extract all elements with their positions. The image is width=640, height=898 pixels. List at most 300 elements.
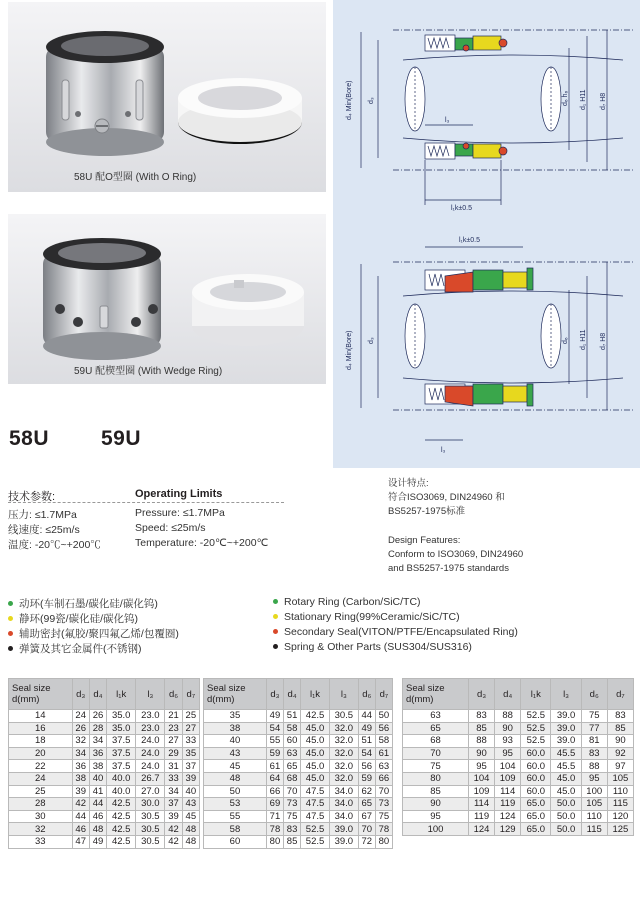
table-column-header: d₄ xyxy=(284,679,301,710)
table-column-header: l₁k xyxy=(301,679,330,710)
table-cell: 41 xyxy=(89,785,106,798)
table-header-row xyxy=(9,679,200,710)
table-cell: 44 xyxy=(89,798,106,811)
table-cell: 45.5 xyxy=(551,760,581,773)
table-cell: 115 xyxy=(581,823,607,836)
table-cell: 60 xyxy=(204,835,267,848)
table-cell: 73 xyxy=(375,798,392,811)
design-features-en xyxy=(388,534,523,576)
table-row xyxy=(9,810,200,823)
table-cell: 39 xyxy=(182,772,199,785)
table-cell: 65.0 xyxy=(521,823,551,836)
table-column-header: l₃ xyxy=(329,679,358,710)
table-cell: 43 xyxy=(204,747,267,760)
table-row xyxy=(204,735,393,748)
legend-cn-rotary: 动环(车制石墨/碳化硅/碳化钨) xyxy=(8,596,158,611)
header-seal-size: Seal size d(mm) xyxy=(403,679,469,710)
dim-d3-top: d₃ xyxy=(368,97,375,104)
table-cell: 68 xyxy=(284,772,301,785)
table-cell: 36 xyxy=(89,747,106,760)
table-cell: 37 xyxy=(182,760,199,773)
design-features-cn xyxy=(388,477,505,519)
table-cell: 88 xyxy=(468,735,494,748)
table-cell: 48 xyxy=(204,772,267,785)
table-cell: 42 xyxy=(72,798,89,811)
table-row xyxy=(403,722,634,735)
table-cell: 27 xyxy=(182,722,199,735)
table-cell: 42.5 xyxy=(107,798,136,811)
limits-divider xyxy=(8,502,284,503)
table-cell: 38 xyxy=(89,760,106,773)
table-cell: 109 xyxy=(495,772,521,785)
limits-cn-title: 技术参数: xyxy=(8,491,56,503)
table-cell: 50 xyxy=(204,785,267,798)
table-cell: 30.0 xyxy=(136,798,165,811)
table-cell: 55 xyxy=(204,810,267,823)
table-cell: 45.5 xyxy=(551,747,581,760)
table-cell: 30.5 xyxy=(136,835,165,848)
table-cell: 124 xyxy=(468,823,494,836)
table-cell: 60.0 xyxy=(521,760,551,773)
limit-temperature-en: Temperature: -20℃~+200℃ xyxy=(135,537,269,549)
table-cell: 78 xyxy=(266,823,283,836)
legend-cn-secondary: 辅助密封(氟胶/聚四氟乙烯/包覆圈) xyxy=(8,626,179,641)
table-cell: 51 xyxy=(284,710,301,723)
table-cell: 56 xyxy=(375,722,392,735)
table-cell: 24.0 xyxy=(136,735,165,748)
seal-58u-illustration xyxy=(8,2,326,192)
table-cell: 92 xyxy=(607,747,633,760)
table-cell: 56 xyxy=(358,760,375,773)
table-cell: 65 xyxy=(284,760,301,773)
table-cell: 60 xyxy=(284,735,301,748)
table-cell: 30.5 xyxy=(136,810,165,823)
table-cell: 90 xyxy=(468,747,494,760)
table-row xyxy=(9,710,200,723)
table-cell: 95 xyxy=(403,810,469,823)
table-row xyxy=(9,747,200,760)
table-cell: 110 xyxy=(581,810,607,823)
table-cell: 45 xyxy=(182,810,199,823)
table-cell: 26.7 xyxy=(136,772,165,785)
table-cell: 119 xyxy=(495,798,521,811)
table-row xyxy=(403,760,634,773)
table-cell: 63 xyxy=(284,747,301,760)
table-row xyxy=(204,823,393,836)
dim-d7-top: d₇ H8 xyxy=(600,92,607,110)
table-cell: 23 xyxy=(165,722,182,735)
table-cell: 37.5 xyxy=(107,735,136,748)
table-cell: 33 xyxy=(165,772,182,785)
table-column-header: d₄ xyxy=(495,679,521,710)
table-row xyxy=(403,823,634,836)
table-cell: 45.0 xyxy=(301,747,330,760)
table-cell: 34.0 xyxy=(329,785,358,798)
table-cell: 124 xyxy=(495,810,521,823)
header-seal-size: Seal size d(mm) xyxy=(9,679,73,710)
design-cn-line: BS5257-1975标准 xyxy=(388,506,466,517)
table-cell: 29 xyxy=(165,747,182,760)
table-cell: 50.0 xyxy=(551,823,581,836)
legend-en-stationary: Stationary Ring(99%Ceramic/SiC/TC) xyxy=(273,611,460,623)
table-cell: 58 xyxy=(375,735,392,748)
table-row xyxy=(204,785,393,798)
table-cell: 64 xyxy=(266,772,283,785)
table-cell: 88 xyxy=(495,710,521,723)
yellow-dot-icon xyxy=(273,614,278,619)
table-cell: 95 xyxy=(468,760,494,773)
limit-temperature-cn: 温度: -20℃~+200℃ xyxy=(8,539,101,551)
table-cell: 129 xyxy=(495,823,521,836)
seal-size-table-part1 xyxy=(8,678,200,849)
table-cell: 24.0 xyxy=(136,747,165,760)
limit-speed-en: Speed: ≤25m/s xyxy=(135,522,206,534)
table-cell: 100 xyxy=(403,823,469,836)
table-row xyxy=(204,760,393,773)
design-en-line: Design Features: xyxy=(388,535,461,546)
table-cell: 30.5 xyxy=(136,823,165,836)
table-row xyxy=(204,747,393,760)
model-title-59u: 59U xyxy=(101,427,142,450)
table-cell: 26 xyxy=(72,722,89,735)
design-cn-line: 设计特点: xyxy=(388,478,429,489)
table-cell: 63 xyxy=(375,760,392,773)
table-cell: 45.0 xyxy=(301,772,330,785)
photo-caption-58u: 58U 配O型圈 (With O Ring) xyxy=(74,172,197,183)
table-cell: 36 xyxy=(72,760,89,773)
table-cell: 35 xyxy=(204,710,267,723)
table-cell: 90 xyxy=(607,735,633,748)
table-cell: 40 xyxy=(182,785,199,798)
table-header-row xyxy=(403,679,634,710)
table-cell: 52.5 xyxy=(301,823,330,836)
table-cell: 75 xyxy=(284,810,301,823)
dim-d7-bottom: d₇ H8 xyxy=(600,332,607,350)
table-cell: 34 xyxy=(72,747,89,760)
table-cell: 47.5 xyxy=(301,798,330,811)
limit-pressure-cn: 压力: ≤1.7MPa xyxy=(8,509,77,521)
table-cell: 100 xyxy=(581,785,607,798)
table-cell: 49 xyxy=(358,722,375,735)
table-cell: 59 xyxy=(266,747,283,760)
table-cell: 27 xyxy=(165,735,182,748)
drawing-59u xyxy=(361,247,633,440)
table-cell: 95 xyxy=(495,747,521,760)
legend-en-rotary: Rotary Ring (Carbon/SiC/TC) xyxy=(273,596,421,608)
table-cell: 33 xyxy=(9,835,73,848)
table-cell: 14 xyxy=(9,710,73,723)
table-cell: 80 xyxy=(403,772,469,785)
table-cell: 66 xyxy=(266,785,283,798)
table-cell: 80 xyxy=(266,835,283,848)
table-cell: 47 xyxy=(72,835,89,848)
table-cell: 73 xyxy=(284,798,301,811)
table-cell: 110 xyxy=(607,785,633,798)
table-header-row xyxy=(204,679,393,710)
table-cell: 61 xyxy=(266,760,283,773)
table-cell: 69 xyxy=(266,798,283,811)
table-cell: 75 xyxy=(403,760,469,773)
limit-speed-cn: 线速度: ≤25m/s xyxy=(8,524,80,536)
table-cell: 52.5 xyxy=(521,722,551,735)
dim-d1-top: d₁ H11 xyxy=(580,89,587,110)
table-column-header: d₇ xyxy=(607,679,633,710)
dim-l1k-top: l₁k±0.5 xyxy=(451,205,472,212)
seal-59u-illustration xyxy=(8,214,326,384)
table-row xyxy=(9,823,200,836)
table-row xyxy=(204,835,393,848)
table-cell: 26 xyxy=(89,710,106,723)
table-cell: 85 xyxy=(607,722,633,735)
table-cell: 32.0 xyxy=(329,760,358,773)
table-cell: 34 xyxy=(165,785,182,798)
table-cell: 104 xyxy=(468,772,494,785)
table-cell: 23.0 xyxy=(136,722,165,735)
table-row xyxy=(204,798,393,811)
seal-cross-section-drawing xyxy=(333,0,640,468)
table-cell: 30.5 xyxy=(329,710,358,723)
table-cell: 32.0 xyxy=(329,772,358,785)
table-cell: 52.5 xyxy=(521,710,551,723)
table-cell: 85 xyxy=(468,722,494,735)
table-column-header: d₃ xyxy=(72,679,89,710)
table-cell: 70 xyxy=(284,785,301,798)
table-cell: 93 xyxy=(495,735,521,748)
design-en-line: Conform to ISO3069, DIN24960 xyxy=(388,549,524,560)
table-cell: 16 xyxy=(9,722,73,735)
table-cell: 39.0 xyxy=(551,722,581,735)
table-cell: 54 xyxy=(358,747,375,760)
table-cell: 114 xyxy=(468,798,494,811)
table-cell: 40 xyxy=(204,735,267,748)
table-cell: 63 xyxy=(403,710,469,723)
black-dot-icon xyxy=(8,646,13,651)
table-column-header: d₆ xyxy=(358,679,375,710)
table-cell: 114 xyxy=(495,785,521,798)
legend-en-spring: Spring & Other Parts (SUS304/SUS316) xyxy=(273,641,472,653)
table-cell: 88 xyxy=(581,760,607,773)
table-cell: 45.0 xyxy=(551,785,581,798)
product-photo-58u xyxy=(8,2,326,192)
table-column-header: l₃ xyxy=(551,679,581,710)
table-cell: 38 xyxy=(204,722,267,735)
table-cell: 34 xyxy=(89,735,106,748)
table-row xyxy=(204,722,393,735)
table-cell: 75 xyxy=(581,710,607,723)
table-cell: 68 xyxy=(403,735,469,748)
legend-cn-spring: 弹簧及其它金属件(不锈钢) xyxy=(8,641,142,656)
table-cell: 45.0 xyxy=(551,772,581,785)
table-cell: 97 xyxy=(607,760,633,773)
table-cell: 49 xyxy=(89,835,106,848)
table-cell: 46 xyxy=(72,823,89,836)
table-cell: 83 xyxy=(468,710,494,723)
table-cell: 33 xyxy=(182,735,199,748)
table-cell: 22 xyxy=(9,760,73,773)
table-cell: 39.0 xyxy=(329,835,358,848)
table-cell: 53 xyxy=(204,798,267,811)
table-cell: 21 xyxy=(165,710,182,723)
table-cell: 49 xyxy=(266,710,283,723)
table-cell: 55 xyxy=(266,735,283,748)
table-cell: 27.0 xyxy=(136,785,165,798)
table-cell: 37.5 xyxy=(107,760,136,773)
table-cell: 65.0 xyxy=(521,798,551,811)
table-cell: 90 xyxy=(495,722,521,735)
table-cell: 42.5 xyxy=(107,810,136,823)
table-cell: 25 xyxy=(182,710,199,723)
table-row xyxy=(403,735,634,748)
table-cell: 32.0 xyxy=(329,747,358,760)
table-cell: 34.0 xyxy=(329,798,358,811)
table-cell: 42.5 xyxy=(301,710,330,723)
table-cell: 48 xyxy=(182,823,199,836)
table-cell: 35.0 xyxy=(107,710,136,723)
table-row xyxy=(9,735,200,748)
table-cell: 23.0 xyxy=(136,710,165,723)
table-column-header: l₃ xyxy=(136,679,165,710)
table-cell: 58 xyxy=(284,722,301,735)
table-row xyxy=(403,772,634,785)
dim-l1k-bottom: l₁k±0.5 xyxy=(459,237,480,244)
table-row xyxy=(403,810,634,823)
table-column-header: d₃ xyxy=(266,679,283,710)
dim-d6-bottom: d₆ xyxy=(562,337,569,344)
table-cell: 35.0 xyxy=(107,722,136,735)
table-cell: 77 xyxy=(581,722,607,735)
table-cell: 42 xyxy=(165,823,182,836)
table-cell: 81 xyxy=(581,735,607,748)
table-cell: 44 xyxy=(358,710,375,723)
table-row xyxy=(403,710,634,723)
table-row xyxy=(9,772,200,785)
table-cell: 39 xyxy=(165,810,182,823)
table-cell: 44 xyxy=(72,810,89,823)
table-cell: 28 xyxy=(9,798,73,811)
table-cell: 39.0 xyxy=(551,710,581,723)
table-cell: 38 xyxy=(72,772,89,785)
table-cell: 83 xyxy=(581,747,607,760)
legend-en-secondary: Secondary Seal(VITON/PTFE/Encapsulated Ring) xyxy=(273,626,518,638)
table-cell: 45.0 xyxy=(301,735,330,748)
product-photo-59u xyxy=(8,214,326,384)
table-cell: 48 xyxy=(89,823,106,836)
limit-pressure-en: Pressure: ≤1.7MPa xyxy=(135,507,225,519)
table-cell: 35 xyxy=(182,747,199,760)
table-row xyxy=(204,772,393,785)
photo-caption-59u: 59U 配楔型圈 (With Wedge Ring) xyxy=(74,366,223,377)
dim-d4-bottom: d₄ Min(Bore) xyxy=(346,330,353,370)
table-cell: 83 xyxy=(284,823,301,836)
table-cell: 42 xyxy=(165,835,182,848)
table-cell: 83 xyxy=(607,710,633,723)
header-seal-size: Seal size d(mm) xyxy=(204,679,267,710)
dim-l3-top: l₃ xyxy=(445,117,450,124)
table-cell: 43 xyxy=(182,798,199,811)
table-cell: 47.5 xyxy=(301,785,330,798)
table-cell: 65 xyxy=(403,722,469,735)
table-column-header: l₁k xyxy=(521,679,551,710)
table-cell: 115 xyxy=(607,798,633,811)
table-cell: 51 xyxy=(358,735,375,748)
table-cell: 32.0 xyxy=(329,735,358,748)
table-column-header: d₆ xyxy=(581,679,607,710)
table-cell: 40 xyxy=(89,772,106,785)
table-cell: 65.0 xyxy=(521,810,551,823)
black-dot-icon xyxy=(273,644,278,649)
table-cell: 60.0 xyxy=(521,785,551,798)
table-cell: 75 xyxy=(375,810,392,823)
dim-d6-top: d₆ h₆ xyxy=(562,90,569,106)
model-title-58u: 58U xyxy=(9,427,50,450)
table-cell: 31 xyxy=(165,760,182,773)
table-cell: 125 xyxy=(607,823,633,836)
table-row xyxy=(204,710,393,723)
table-cell: 54 xyxy=(266,722,283,735)
legend-cn-stationary: 静环(99瓷/碳化硅/碳化钨) xyxy=(8,611,138,626)
table-cell: 52.5 xyxy=(301,835,330,848)
table-cell: 37 xyxy=(165,798,182,811)
table-cell: 32 xyxy=(72,735,89,748)
table-cell: 39.0 xyxy=(551,735,581,748)
table-cell: 105 xyxy=(581,798,607,811)
table-row xyxy=(9,785,200,798)
table-row xyxy=(403,747,634,760)
table-cell: 40.0 xyxy=(107,785,136,798)
table-row xyxy=(9,722,200,735)
table-row xyxy=(9,798,200,811)
table-cell: 60.0 xyxy=(521,747,551,760)
table-cell: 46 xyxy=(89,810,106,823)
table-cell: 18 xyxy=(9,735,73,748)
table-cell: 72 xyxy=(358,835,375,848)
table-cell: 50 xyxy=(375,710,392,723)
table-cell: 28 xyxy=(89,722,106,735)
table-column-header: d₇ xyxy=(375,679,392,710)
dim-l3-bottom: l₃ xyxy=(441,447,446,454)
table-cell: 58 xyxy=(204,823,267,836)
table-cell: 85 xyxy=(284,835,301,848)
table-cell: 32.0 xyxy=(329,722,358,735)
table-row xyxy=(403,798,634,811)
table-cell: 42.5 xyxy=(107,835,136,848)
red-dot-icon xyxy=(273,629,278,634)
table-column-header: d₇ xyxy=(182,679,199,710)
table-cell: 62 xyxy=(358,785,375,798)
table-cell: 65 xyxy=(358,798,375,811)
table-cell: 70 xyxy=(375,785,392,798)
table-cell: 20 xyxy=(9,747,73,760)
table-column-header: d₄ xyxy=(89,679,106,710)
green-dot-icon xyxy=(8,601,13,606)
limits-en-title: Operating Limits xyxy=(135,488,223,500)
table-column-header: d₆ xyxy=(165,679,182,710)
table-cell: 85 xyxy=(403,785,469,798)
table-cell: 60.0 xyxy=(521,772,551,785)
table-cell: 25 xyxy=(9,785,73,798)
table-cell: 37.5 xyxy=(107,747,136,760)
table-cell: 47.5 xyxy=(301,810,330,823)
design-cn-line: 符合ISO3069, DIN24960 和 xyxy=(388,492,505,503)
table-cell: 24 xyxy=(72,710,89,723)
table-cell: 34.0 xyxy=(329,810,358,823)
table-row xyxy=(403,785,634,798)
table-cell: 78 xyxy=(375,823,392,836)
table-cell: 104 xyxy=(495,760,521,773)
table-cell: 70 xyxy=(403,747,469,760)
table-cell: 50.0 xyxy=(551,810,581,823)
design-en-line: and BS5257-1975 standards xyxy=(388,563,509,574)
